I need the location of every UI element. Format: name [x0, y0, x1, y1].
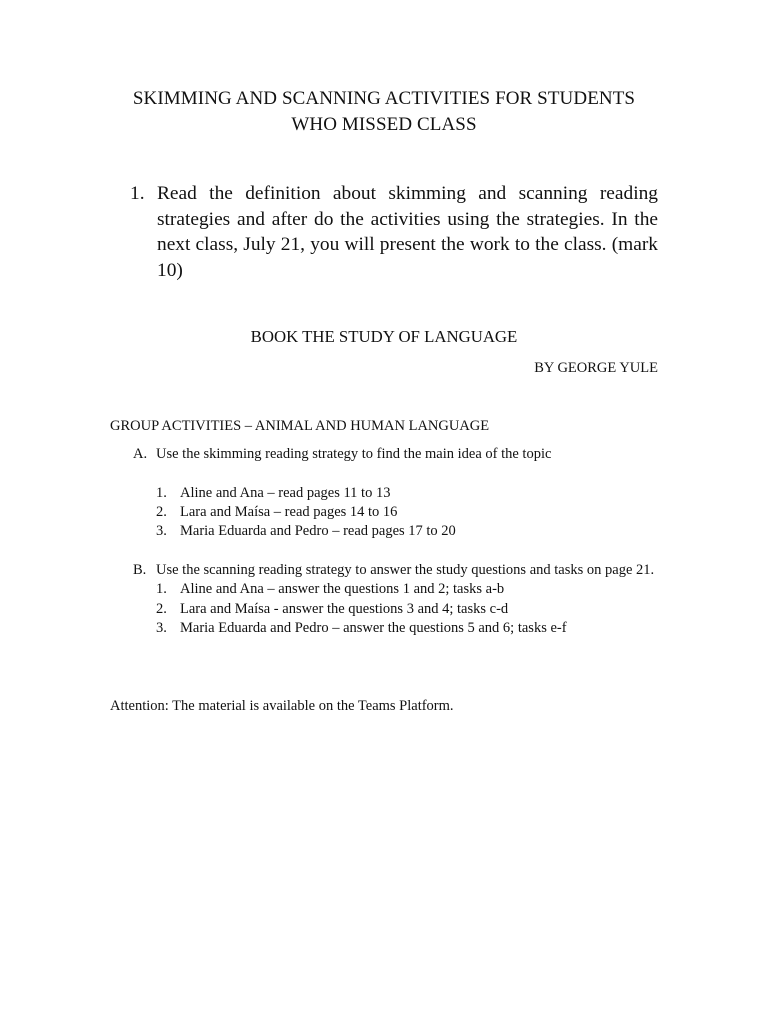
list-item-marker: 1.	[156, 581, 167, 598]
section-a-instruction	[110, 445, 658, 464]
section-a-marker: A.	[133, 446, 148, 462]
instruction-number: 1.	[130, 183, 145, 204]
list-item	[110, 484, 658, 503]
instruction-text: Read the definition about skimming and scanning reading strategies and after do the activities using the strategies. In the next class, July 21, you will present the work to the class. (mark 10)	[157, 183, 658, 282]
list-item-text: Maria Eduarda and Pedro – read pages 17 to 20	[180, 523, 456, 540]
section-a	[110, 445, 658, 541]
list-item-text: Aline and Ana – read pages 11 to 13	[180, 484, 391, 501]
book-title: BOOK THE STUDY OF LANGUAGE	[250, 327, 518, 346]
list-item-text: Lara and Maísa – read pages 14 to 16	[180, 503, 398, 520]
section-a-text: Use the skimming reading strategy to find the main idea of the topic	[156, 446, 552, 462]
instruction-item-1	[130, 181, 658, 284]
document-title-line-2: WHO MISSED CLASS	[291, 114, 477, 135]
document-title-line-1: SKIMMING AND SCANNING ACTIVITIES FOR STUDENTS	[132, 88, 636, 109]
list-item-text: Lara and Maísa - answer the questions 3 and 4; tasks c-d	[180, 600, 509, 617]
list-item	[110, 600, 658, 619]
list-item-marker: 3.	[156, 619, 167, 636]
list-item-marker: 2.	[156, 503, 167, 520]
list-item-marker: 2.	[156, 600, 167, 617]
group-activities-heading: GROUP ACTIVITIES – ANIMAL AND HUMAN LANGUAGE	[110, 418, 490, 434]
section-a-list	[110, 484, 658, 542]
section-b-text: Use the scanning reading strategy to answer the study questions and tasks on page 21.	[156, 562, 655, 578]
list-item	[110, 580, 658, 599]
section-b-instruction	[110, 561, 658, 580]
section-b	[110, 561, 658, 638]
list-item-marker: 1.	[156, 484, 167, 501]
list-item	[110, 522, 658, 541]
list-item-marker: 3.	[156, 523, 167, 540]
section-b-marker: B.	[133, 562, 147, 578]
attention-note: Attention: The material is available on the Teams Platform.	[110, 698, 454, 714]
section-b-list	[110, 580, 658, 638]
list-item	[110, 619, 658, 638]
book-author: BY GEORGE YULE	[534, 360, 658, 376]
list-item-text: Aline and Ana – answer the questions 1 and 2; tasks a-b	[180, 581, 505, 598]
list-item	[110, 503, 658, 522]
document-title	[100, 86, 668, 138]
list-item-text: Maria Eduarda and Pedro – answer the questions 5 and 6; tasks e-f	[180, 619, 567, 636]
